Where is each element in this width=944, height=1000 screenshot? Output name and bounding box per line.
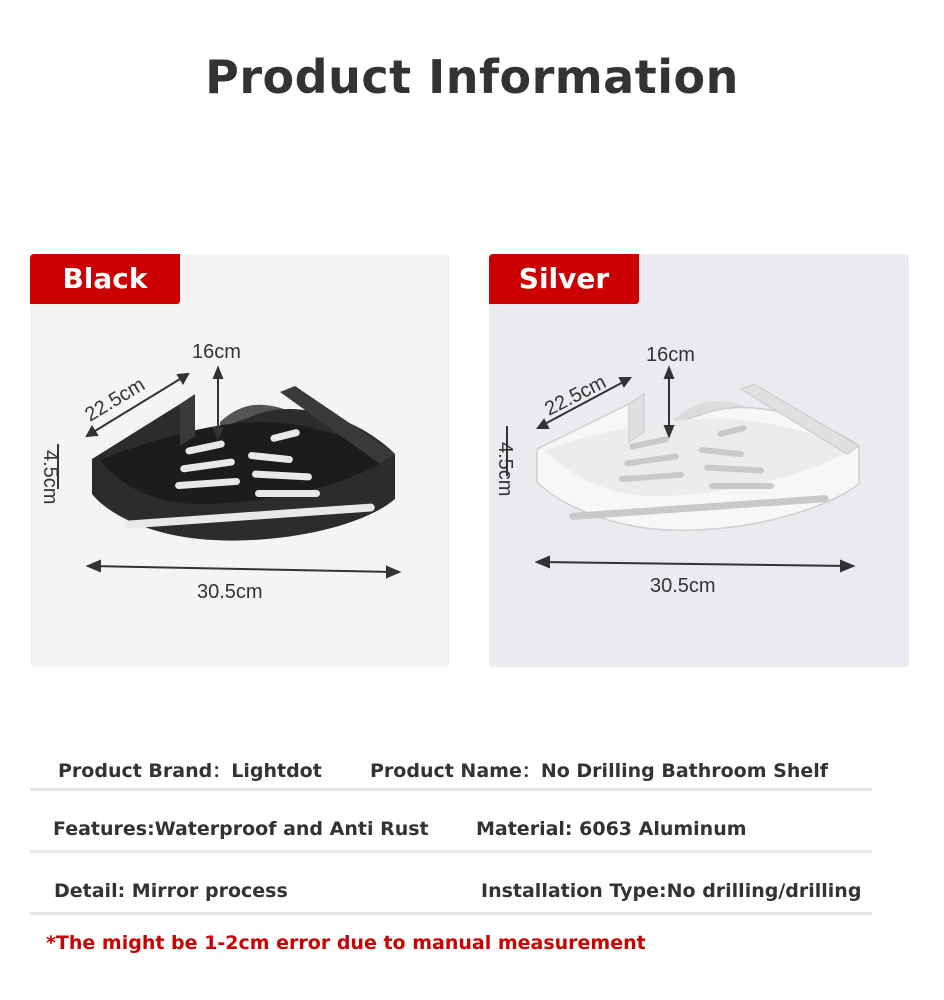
spec-brand: Product Brand：Lightdot (58, 760, 322, 782)
spec-row-1 (30, 748, 872, 791)
variant-badge-silver: Silver (489, 254, 639, 304)
black-width-label: 30.5cm (197, 581, 263, 603)
silver-depth-label: 22.5cm (541, 371, 610, 421)
page-title: Product Information (205, 50, 739, 104)
spec-features: Features:Waterproof and Anti Rust (53, 818, 429, 840)
silver-shelf-illustration (489, 254, 909, 667)
spec-row-3 (30, 872, 872, 915)
black-depth-label: 22.5cm (81, 373, 149, 427)
measurement-note: *The might be 1-2cm error due to manual measurement (46, 932, 646, 954)
black-height-label: 16cm (192, 341, 241, 363)
silver-width-label: 30.5cm (650, 575, 716, 597)
silver-height-label: 16cm (646, 344, 695, 366)
spec-material: Material: 6063 Aluminum (476, 818, 747, 840)
silver-thickness-label: 4.5cm (494, 442, 516, 497)
spec-installation: Installation Type:No drilling/drilling (481, 880, 862, 902)
black-shelf-illustration (30, 254, 450, 667)
variant-badge-black: Black (30, 254, 180, 304)
variant-panel-silver (489, 254, 909, 667)
spec-product-name: Product Name：No Drilling Bathroom Shelf (370, 760, 829, 782)
spec-row-2 (30, 810, 872, 853)
spec-detail: Detail: Mirror process (54, 880, 288, 902)
variant-panel-black (30, 254, 450, 667)
black-thickness-label: 4.5cm (39, 450, 61, 505)
